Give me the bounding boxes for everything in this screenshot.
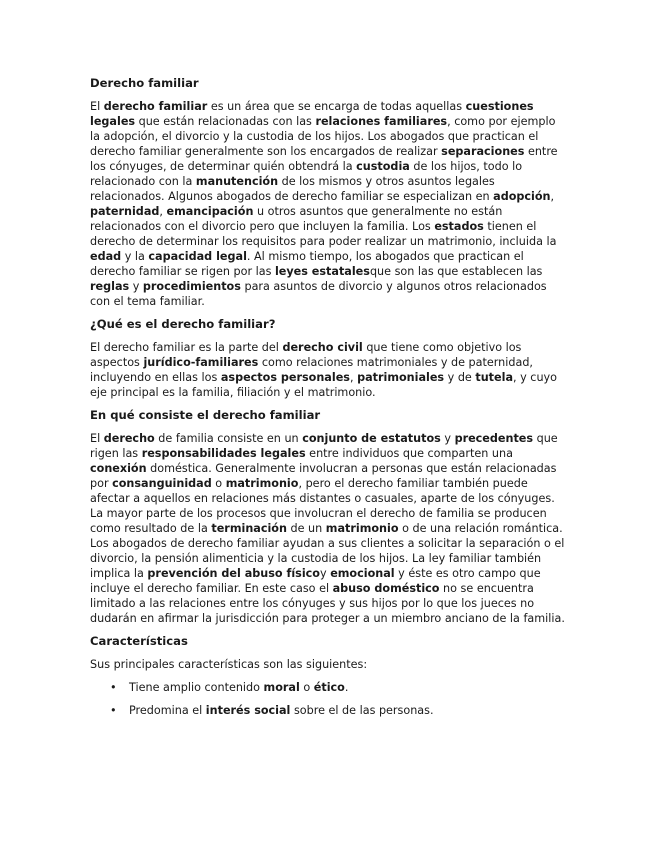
heading-caracteristicas: Características bbox=[90, 634, 188, 648]
heading-en-que-consiste: En qué consiste el derecho familiar bbox=[90, 408, 321, 422]
heading-derecho-familiar: Derecho familiar bbox=[90, 76, 199, 90]
paragraph-intro: El derecho familiar es un área que se encarga de todas aquellas cuestiones legales que están relacionadas con las relaciones familiares, como por ejemplo la adopción, el divorcio y la custodia de los hijos. Los abogados que practican el derecho familiar generalmente son los encargados de realizar separaciones entre los cónyuges, de determinar quién obtendrá la custodia de los hijos, todo lo relacionado con la manutención de los mismos y otros asuntos legales relacionados. Algunos abogados de derecho familiar se especializan en adopción, paternidad, emancipación u otros asuntos que generalmente no están relacionados con el divorcio pero que incluyen la familia. Los estados tienen el derecho de determinar los requisitos para poder realizar un matrimonio, incluida la edad y la capacidad legal. Al mismo tiempo, los abogados que practican el derecho familiar se rigen por las leyes estatalesque son las que establecen las reglas y procedimientos para asuntos de divorcio y algunos otros relacionados con el tema familiar. bbox=[90, 100, 558, 308]
paragraph-definition: El derecho familiar es la parte del derecho civil que tiene como objetivo los aspectos jurídico-familiares como relaciones matrimoniales y de paternidad, incluyendo en ellas los aspectos personales, patrimoniales y de tutela, y cuyo eje principal es la familia, filiación y el matrimonio. bbox=[90, 341, 558, 399]
list-item: • Predomina el interés social sobre el de las personas. bbox=[90, 703, 568, 718]
paragraph-caracteristicas-intro: Sus principales características son las siguientes: bbox=[90, 658, 368, 671]
heading-que-es: ¿Qué es el derecho familiar? bbox=[90, 317, 276, 331]
document-body bbox=[90, 76, 568, 726]
caracteristicas-list bbox=[90, 680, 568, 718]
paragraph-consiste: El derecho de familia consiste en un conjunto de estatutos y precedentes que rigen las responsabilidades legales entre individuos que comparten una conexión doméstica. Generalmente involucran a personas que están relacionadas por consanguinidad o matrimonio, pero el derecho familiar también puede afectar a aquellos en relaciones más distantes o casuales, aparte de los cónyuges. La mayor parte de los procesos que involucran el derecho de familia se producen como resultado de la terminación de un matrimonio o de una relación romántica. Los abogados de derecho familiar ayudan a sus clientes a solicitar la separación o el divorcio, la pensión alimenticia y la custodia de los hijos. La ley familiar también implica la prevención del abuso físicoy emocional y éste es otro campo que incluye el derecho familiar. En este caso el abuso doméstico no se encuentra limitado a las relaciones entre los cónyuges y sus hijos por lo que los jueces no dudarán en afirmar la jurisdicción para proteger a un miembro anciano de la familia. bbox=[90, 432, 565, 625]
list-item: • Tiene amplio contenido moral o ético. bbox=[90, 680, 568, 695]
